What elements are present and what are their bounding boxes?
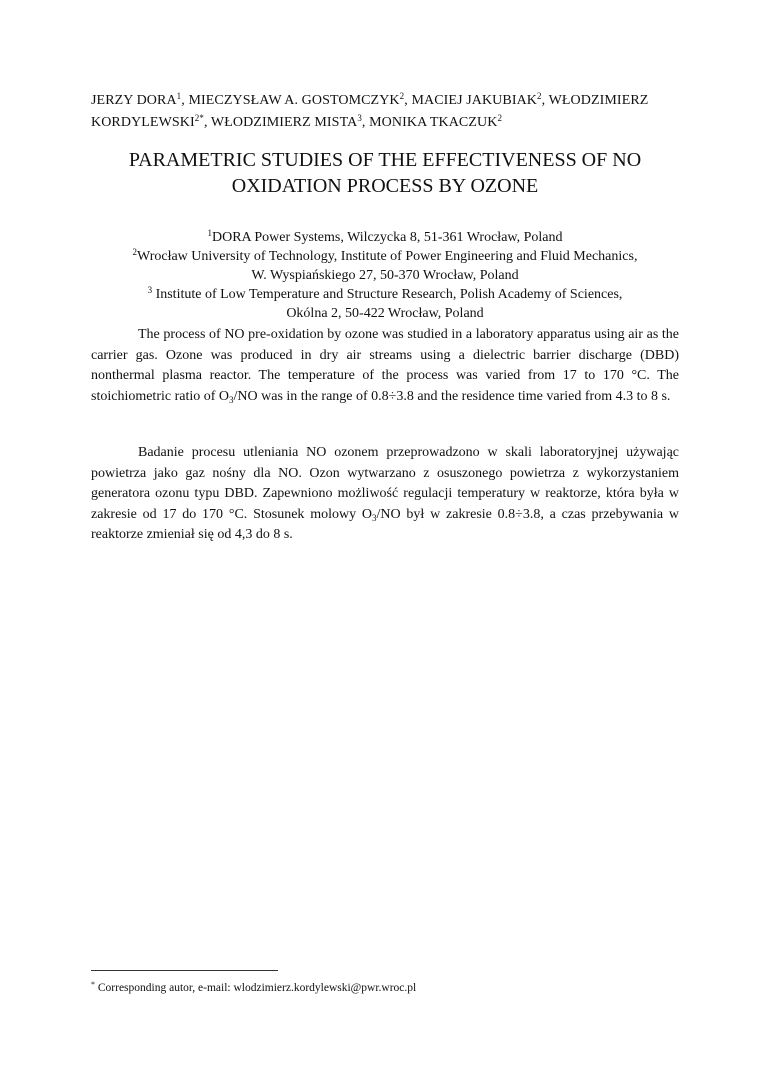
affiliation-text: Institute of Low Temperature and Structure Research, Polish Academy of Sciences,	[155, 287, 623, 302]
author-affiliation-mark: 3	[357, 113, 362, 123]
affiliation-list	[91, 228, 679, 323]
footnote	[91, 981, 691, 995]
footnote-mark: *	[91, 980, 95, 989]
paper-title-line: OXIDATION PROCESS BY OZONE	[231, 175, 539, 197]
author-affiliation-mark: 2	[497, 113, 503, 123]
affiliation-line	[91, 247, 679, 266]
author-list: JERZY DORA$^1$, MIECZYSŁAW A. GOSTOMCZYK$^2$, MACIEJ JAKUBIAK$^2$, WŁODZIMIERZ $KORDYLEWSKI^{2*}$, WŁODZIMIERZ MISTA$^3$, MONIKA TKACZUK$^2$	[91, 91, 649, 130]
author-affiliation-mark: 2*	[194, 113, 204, 123]
author-name: JERZY DORA	[91, 93, 177, 108]
author-affiliation-mark: 2	[399, 91, 405, 101]
subscript: 3	[229, 394, 234, 405]
abstract-polish	[91, 443, 679, 546]
abstract-text: /NO był w zakresie 0.8÷3.8, a czas przebywania w reaktorze zmieniał się od 4,3 do 8 s.	[91, 506, 679, 542]
footnote-divider	[91, 970, 278, 971]
author-name: WŁODZIMIERZ MISTA	[210, 115, 358, 130]
affiliation-number: 2	[132, 247, 138, 257]
affiliation-line	[91, 285, 679, 304]
affiliation-text: DORA Power Systems, Wilczycka 8, 51-361 Wrocław, Poland	[211, 230, 563, 245]
affiliation-number: 1	[207, 228, 212, 238]
footnote-text: Corresponding autor, e-mail: wlodzimierz.kordylewski@pwr.wroc.pl	[97, 982, 417, 994]
author-name: MIECZYSŁAW A. GOSTOMCZYK	[188, 93, 400, 108]
author-affiliation-mark: 1	[176, 91, 182, 101]
affiliation-line: W. Wyspiańskiego 27, 50-370 Wrocław, Poland	[251, 268, 519, 283]
author-name: WŁODZIMIERZ KORDYLEWSKI	[91, 93, 649, 130]
subscript: 3	[372, 512, 377, 523]
abstract-english	[91, 325, 679, 407]
abstract-text: The process of NO pre-oxidation by ozone was studied in a laboratory apparatus using air as the carrier gas. Ozone was produced in dry air streams using a dielectric barrier discharge (DBD) nonthermal plasma reactor. The temperature of the process was varied from 17 to 170 °C. The stoichiometric ratio of O	[91, 327, 679, 404]
author-name: MACIEJ JAKUBIAK	[411, 93, 538, 108]
paper-title-line: PARAMETRIC STUDIES OF THE EFFECTIVENESS OF NO	[128, 149, 642, 171]
author-name: MONIKA TKACZUK	[369, 115, 498, 130]
author-affiliation-mark: 2	[537, 91, 542, 101]
affiliation-text: Wrocław University of Technology, Institute of Power Engineering and Fluid Mechanics,	[137, 249, 638, 264]
affiliation-number: 3	[147, 285, 153, 295]
affiliation-line	[91, 228, 679, 247]
paper-title	[91, 147, 679, 199]
abstract-text: /NO was in the range of 0.8÷3.8 and the residence time varied from 4.3 to 8 s.	[233, 388, 671, 404]
abstract-text: Badanie procesu utleniania NO ozonem przeprowadzono w skali laboratoryjnej używając powietrza jako gaz nośny dla NO. Ozon wytwarzano z osuszonego powietrza z wykorzystaniem generatora ozonu typu DBD. Zapewniono możliwość regulacji temperatury w reaktorze, która była w zakresie od 17 do 170 °C. Stosunek molowy O	[91, 445, 679, 522]
affiliation-line: Okólna 2, 50-422 Wrocław, Poland	[286, 306, 484, 321]
